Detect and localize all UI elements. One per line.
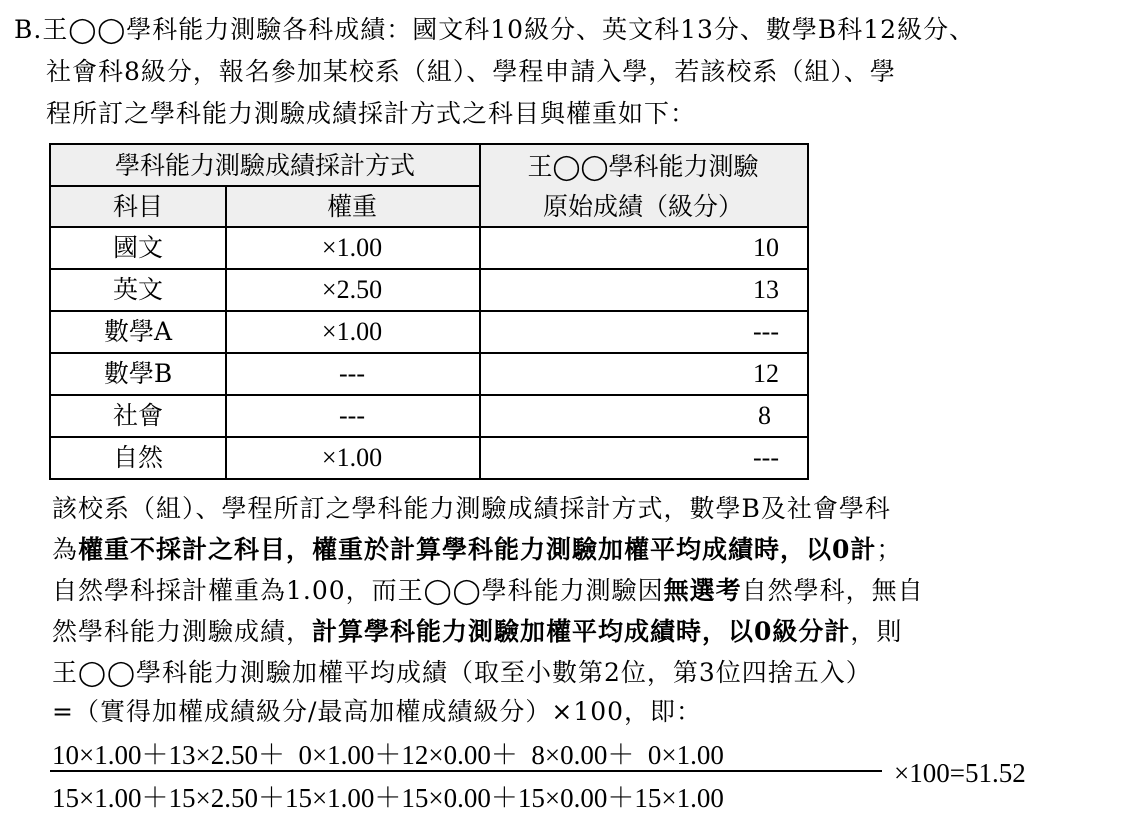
- explain-line-1: 該校系（組）、學程所訂之學科能力測驗成績採計方式，數學B及社會學科: [52, 494, 891, 523]
- intro-line-2: 社會科8級分，報名參加某校系（組）、學程申請入學，若該校系（組）、學: [46, 57, 896, 86]
- formula-denominator: 15×1.00＋15×2.50＋15×1.00＋15×0.00＋15×0.00＋15×1.00: [52, 783, 724, 813]
- score-cell: ---: [753, 317, 779, 346]
- emphasis-text: 計算學科能力測驗加權平均成績時，以0級分計: [312, 617, 851, 646]
- header-score-line1: 王◯◯學科能力測驗: [527, 152, 759, 181]
- emphasis-text: 權重不採計之科目，權重於計算學科能力測驗加權平均成績時，以0計: [78, 535, 877, 564]
- table-row: [51, 437, 807, 478]
- explain-text: 自然學科採計權重為1.00，而王◯◯學科能力測驗因: [52, 576, 664, 605]
- weight-cell: ×1.00: [321, 233, 383, 262]
- explain-text: 為: [52, 535, 79, 564]
- weight-cell: ×2.50: [321, 275, 383, 304]
- table-row: [51, 269, 807, 310]
- subject-cell: 數學B: [103, 359, 173, 388]
- emphasis-text: 無選考: [663, 576, 742, 605]
- formula-numerator: 10×1.00＋13×2.50＋ 0×1.00＋12×0.00＋ 8×0.00＋ 0×1.00: [52, 740, 724, 770]
- score-cell: 10: [753, 233, 779, 262]
- explain-line-6: =（實得加權成績級分/最高加權成績級分）×100，即：: [52, 697, 703, 726]
- explain-line-5: 王◯◯學科能力測驗加權平均成績（取至小數第2位，第3位四捨五入）: [52, 658, 872, 687]
- explain-text: ，則: [850, 617, 903, 646]
- formula-result: ×100=51.52: [894, 758, 1026, 788]
- weight-cell: ---: [339, 359, 365, 388]
- table-row: [51, 353, 807, 394]
- score-cell: 13: [753, 275, 779, 304]
- subject-cell: 英文: [112, 275, 163, 304]
- score-cell: ---: [753, 443, 779, 472]
- subject-cell: 社會: [112, 401, 163, 430]
- intro-line-1: B.王◯◯學科能力測驗各科成績：國文科10級分、英文科13分、數學B科12級分、: [14, 15, 976, 44]
- table-divider: [51, 185, 479, 187]
- header-weight-cell: [225, 186, 479, 227]
- explain-line-4: [52, 612, 902, 648]
- table-row: [51, 311, 807, 352]
- weight-cell: ×1.00: [321, 443, 383, 472]
- explain-line-2: [52, 530, 902, 566]
- subject-cell: 國文: [112, 233, 163, 262]
- score-cell: 8: [758, 401, 771, 430]
- weight-table: [49, 143, 809, 480]
- subject-cell: 自然: [112, 443, 163, 472]
- explain-text: ；: [876, 535, 903, 564]
- table-row: [51, 227, 807, 268]
- explain-text: 自然學科，無自: [741, 576, 924, 605]
- header-subject-cell: [51, 186, 225, 227]
- header-subject-label: 科目: [112, 192, 163, 221]
- weight-cell: ---: [339, 401, 365, 430]
- explain-text: 然學科能力測驗成績，: [52, 617, 313, 646]
- header-weight-label: 權重: [326, 192, 377, 221]
- subject-cell: 數學A: [103, 317, 173, 346]
- header-method-cell: [51, 145, 479, 186]
- explain-line-3: [52, 571, 924, 607]
- fraction-bar: [50, 770, 882, 772]
- header-method-label: 學科能力測驗成績採計方式: [114, 151, 415, 180]
- weight-cell: ×1.00: [321, 317, 383, 346]
- table-row: [51, 395, 807, 436]
- score-cell: 12: [753, 359, 779, 388]
- header-score-line2: 原始成績（級分）: [542, 192, 743, 221]
- header-score-cell: [479, 145, 807, 227]
- intro-line-3: 程所訂之學科能力測驗成績採計方式之科目與權重如下：: [46, 99, 697, 128]
